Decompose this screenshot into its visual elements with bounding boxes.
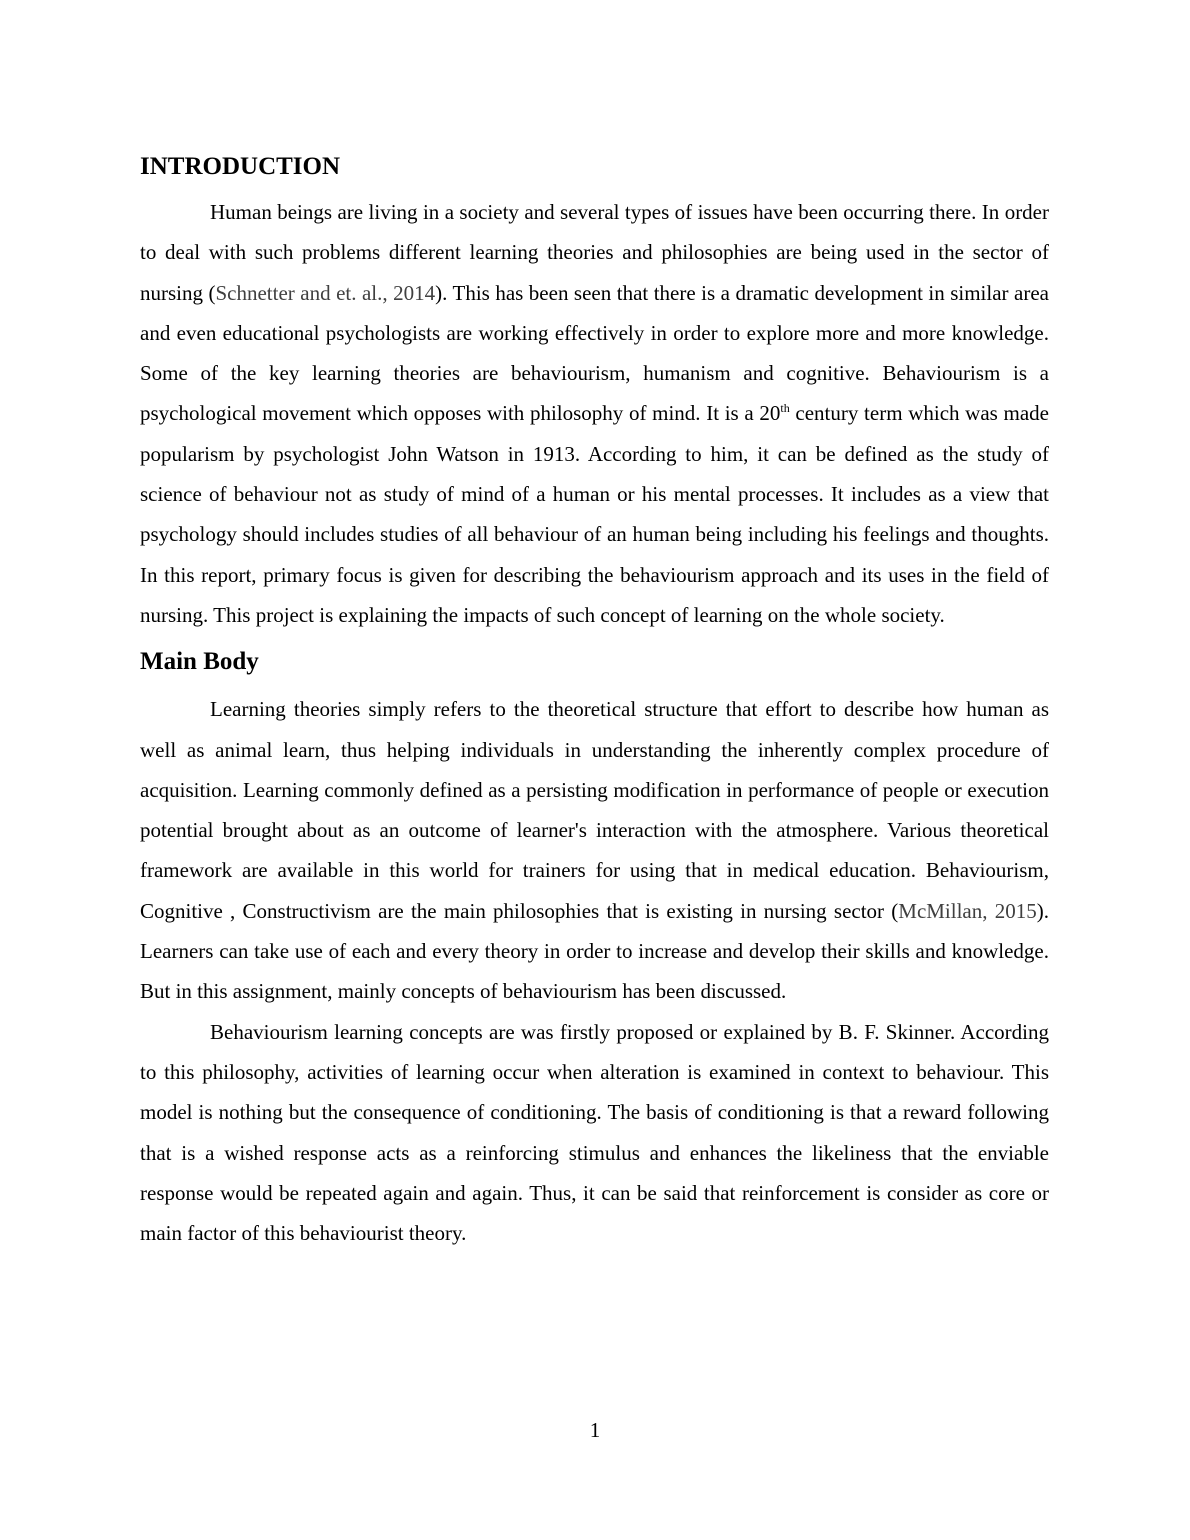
main-body-paragraph-2: Behaviourism learning concepts are was firstly proposed or explained by B. F. Skinner. According to this philosophy, activities of learning occur when alteration is examined in context to behaviour. This model is nothing but the consequence of conditioning. The basis of conditioning is that a reward following that is a wished response acts as a reinforcing stimulus and enhances the likeliness that the enviable response would be repeated again and again. Thus, it can be said that reinforcement is consider as core or main factor of this behaviourist theory.: [140, 1019, 1049, 1246]
citation-schnetter: Schnetter and et. al., 2014: [215, 280, 436, 305]
main-body-heading: Main Body: [140, 648, 259, 676]
ordinal-superscript: th: [780, 401, 790, 416]
intro-text-part3: century term which was made popularism by psychologist John Watson in 1913. According to him, it can be defined as the study of science of behaviour not as study of mind of a human or his mental processes. It includes as a view that psychology should includes studies of all behaviour of an human being including his feelings and thoughts. In this report, primary focus is given for describing the behaviourism approach and its uses in the field of nursing. This project is explaining the impacts of such concept of learning on the whole society.: [140, 401, 1049, 627]
main-body-paragraph-1: [140, 689, 1049, 1011]
document-page: [140, 150, 1049, 1253]
intro-text-part2: ). This has been seen that there is a dramatic development in similar area and even educational psychologists are working effectively in order to explore more and more knowledge. Some of the key learning theories are behaviourism, humanism and cognitive. Behaviourism is a psychological movement which opposes with philosophy of mind. It is a 20: [140, 280, 1049, 426]
intro-paragraph: [140, 192, 1049, 635]
introduction-heading: INTRODUCTION: [140, 153, 341, 180]
intro-text-part1: Human beings are living in a society and several types of issues have been occurring there. In order to deal with such problems different learning theories and philosophies are being used in the sector of nursing (: [140, 200, 1049, 305]
citation-mcmillan: McMillan, 2015: [898, 898, 1037, 923]
main1-text-part2: ). Learners can take use of each and every theory in order to increase and develop their skills and knowledge. But in this assignment, mainly concepts of behaviourism has been discussed.: [140, 898, 1049, 1004]
main1-text-part1: Learning theories simply refers to the theoretical structure that effort to describe how human as well as animal learn, thus helping individuals in understanding the inherently complex procedure of acquisition. Learning commonly defined as a persisting modification in performance of people or execution potential brought about as an outcome of learner's interaction with the atmosphere. Various theoretical framework are available in this world for trainers for using that in medical education. Behaviourism, Cognitive , Constructivism are the main philosophies that is existing in nursing sector (: [140, 697, 1049, 923]
page-number: 1: [589, 1418, 601, 1442]
